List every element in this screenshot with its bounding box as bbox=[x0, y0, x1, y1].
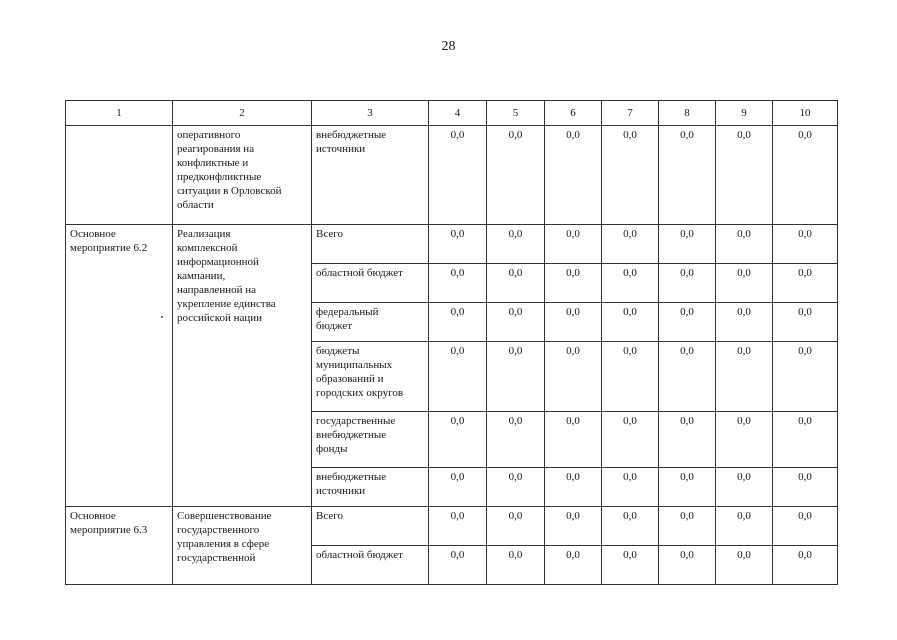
table-row bbox=[66, 126, 838, 225]
table-row bbox=[66, 507, 838, 546]
value-cell: 0,0 bbox=[487, 264, 545, 303]
value-cell: 0,0 bbox=[487, 468, 545, 507]
value-cell: 0,0 bbox=[773, 342, 838, 412]
value-cell: 0,0 bbox=[716, 412, 773, 468]
value-cell: 0,0 bbox=[429, 264, 487, 303]
value-cell: 0,0 bbox=[773, 507, 838, 546]
value-cell: 0,0 bbox=[487, 303, 545, 342]
value-cell: 0,0 bbox=[545, 126, 602, 225]
measure-name-cell: Реализация комплексной информационной кампании, направленной на укрепление единства российской нации bbox=[173, 225, 312, 507]
column-header: 3 bbox=[312, 101, 429, 126]
value-cell: 0,0 bbox=[773, 225, 838, 264]
column-header: 2 bbox=[173, 101, 312, 126]
value-cell: 0,0 bbox=[716, 225, 773, 264]
header-row bbox=[66, 101, 838, 126]
value-cell: 0,0 bbox=[659, 126, 716, 225]
budget-table bbox=[65, 100, 838, 585]
value-cell: 0,0 bbox=[602, 546, 659, 585]
funding-source-cell: государственные внебюджетные фонды bbox=[312, 412, 429, 468]
value-cell: 0,0 bbox=[429, 126, 487, 225]
value-cell: 0,0 bbox=[429, 507, 487, 546]
value-cell: 0,0 bbox=[716, 468, 773, 507]
value-cell: 0,0 bbox=[545, 264, 602, 303]
value-cell: 0,0 bbox=[773, 126, 838, 225]
value-cell: 0,0 bbox=[545, 546, 602, 585]
value-cell: 0,0 bbox=[716, 126, 773, 225]
value-cell: 0,0 bbox=[773, 546, 838, 585]
value-cell: 0,0 bbox=[659, 468, 716, 507]
page-number: 28 bbox=[441, 39, 456, 54]
value-cell: 0,0 bbox=[602, 412, 659, 468]
value-cell: 0,0 bbox=[487, 507, 545, 546]
value-cell: 0,0 bbox=[602, 264, 659, 303]
value-cell: 0,0 bbox=[659, 264, 716, 303]
value-cell: 0,0 bbox=[602, 468, 659, 507]
value-cell: 0,0 bbox=[545, 412, 602, 468]
column-header: 9 bbox=[716, 101, 773, 126]
value-cell: 0,0 bbox=[545, 507, 602, 546]
column-header: 10 bbox=[773, 101, 838, 126]
value-cell: 0,0 bbox=[659, 303, 716, 342]
value-cell: 0,0 bbox=[602, 507, 659, 546]
value-cell: 0,0 bbox=[429, 303, 487, 342]
value-cell: 0,0 bbox=[429, 412, 487, 468]
value-cell: 0,0 bbox=[716, 264, 773, 303]
value-cell: 0,0 bbox=[429, 546, 487, 585]
event-cell bbox=[66, 126, 173, 225]
funding-source-cell: областной бюджет bbox=[312, 546, 429, 585]
value-cell: 0,0 bbox=[716, 546, 773, 585]
value-cell: 0,0 bbox=[773, 264, 838, 303]
measure-name-cell: Совершенствование государственного управления в сфере государственной bbox=[173, 507, 312, 585]
value-cell: 0,0 bbox=[487, 412, 545, 468]
value-cell: 0,0 bbox=[659, 225, 716, 264]
value-cell: 0,0 bbox=[659, 412, 716, 468]
value-cell: 0,0 bbox=[773, 412, 838, 468]
column-header: 7 bbox=[602, 101, 659, 126]
value-cell: 0,0 bbox=[716, 303, 773, 342]
value-cell: 0,0 bbox=[429, 468, 487, 507]
funding-source-cell: Всего bbox=[312, 225, 429, 264]
value-cell: 0,0 bbox=[659, 546, 716, 585]
value-cell: 0,0 bbox=[716, 342, 773, 412]
funding-source-cell: областной бюджет bbox=[312, 264, 429, 303]
value-cell: 0,0 bbox=[545, 303, 602, 342]
value-cell: 0,0 bbox=[602, 126, 659, 225]
value-cell: 0,0 bbox=[545, 225, 602, 264]
value-cell: 0,0 bbox=[487, 546, 545, 585]
value-cell: 0,0 bbox=[659, 507, 716, 546]
event-cell: Основное мероприятие 6.2 bbox=[66, 225, 173, 507]
value-cell: 0,0 bbox=[659, 342, 716, 412]
column-header: 8 bbox=[659, 101, 716, 126]
value-cell: 0,0 bbox=[602, 225, 659, 264]
value-cell: 0,0 bbox=[429, 342, 487, 412]
value-cell: 0,0 bbox=[602, 303, 659, 342]
funding-source-cell: внебюджетные источники bbox=[312, 126, 429, 225]
value-cell: 0,0 bbox=[545, 468, 602, 507]
funding-source-cell: федеральный бюджет bbox=[312, 303, 429, 342]
value-cell: 0,0 bbox=[487, 126, 545, 225]
column-header: 6 bbox=[545, 101, 602, 126]
value-cell: 0,0 bbox=[545, 342, 602, 412]
value-cell: 0,0 bbox=[773, 468, 838, 507]
value-cell: 0,0 bbox=[429, 225, 487, 264]
funding-source-cell: Всего bbox=[312, 507, 429, 546]
value-cell: 0,0 bbox=[602, 342, 659, 412]
value-cell: 0,0 bbox=[716, 507, 773, 546]
funding-source-cell: внебюджетные источники bbox=[312, 468, 429, 507]
column-header: 4 bbox=[429, 101, 487, 126]
column-header: 5 bbox=[487, 101, 545, 126]
column-header: 1 bbox=[66, 101, 173, 126]
measure-name-cell: оперативного реагирования на конфликтные и предконфликтные ситуации в Орловской области bbox=[173, 126, 312, 225]
value-cell: 0,0 bbox=[773, 303, 838, 342]
value-cell: 0,0 bbox=[487, 225, 545, 264]
event-cell: Основное мероприятие 6.3 bbox=[66, 507, 173, 585]
funding-source-cell: бюджеты муниципальных образований и городских округов bbox=[312, 342, 429, 412]
table-row bbox=[66, 225, 838, 264]
scan-speck bbox=[161, 316, 163, 318]
value-cell: 0,0 bbox=[487, 342, 545, 412]
